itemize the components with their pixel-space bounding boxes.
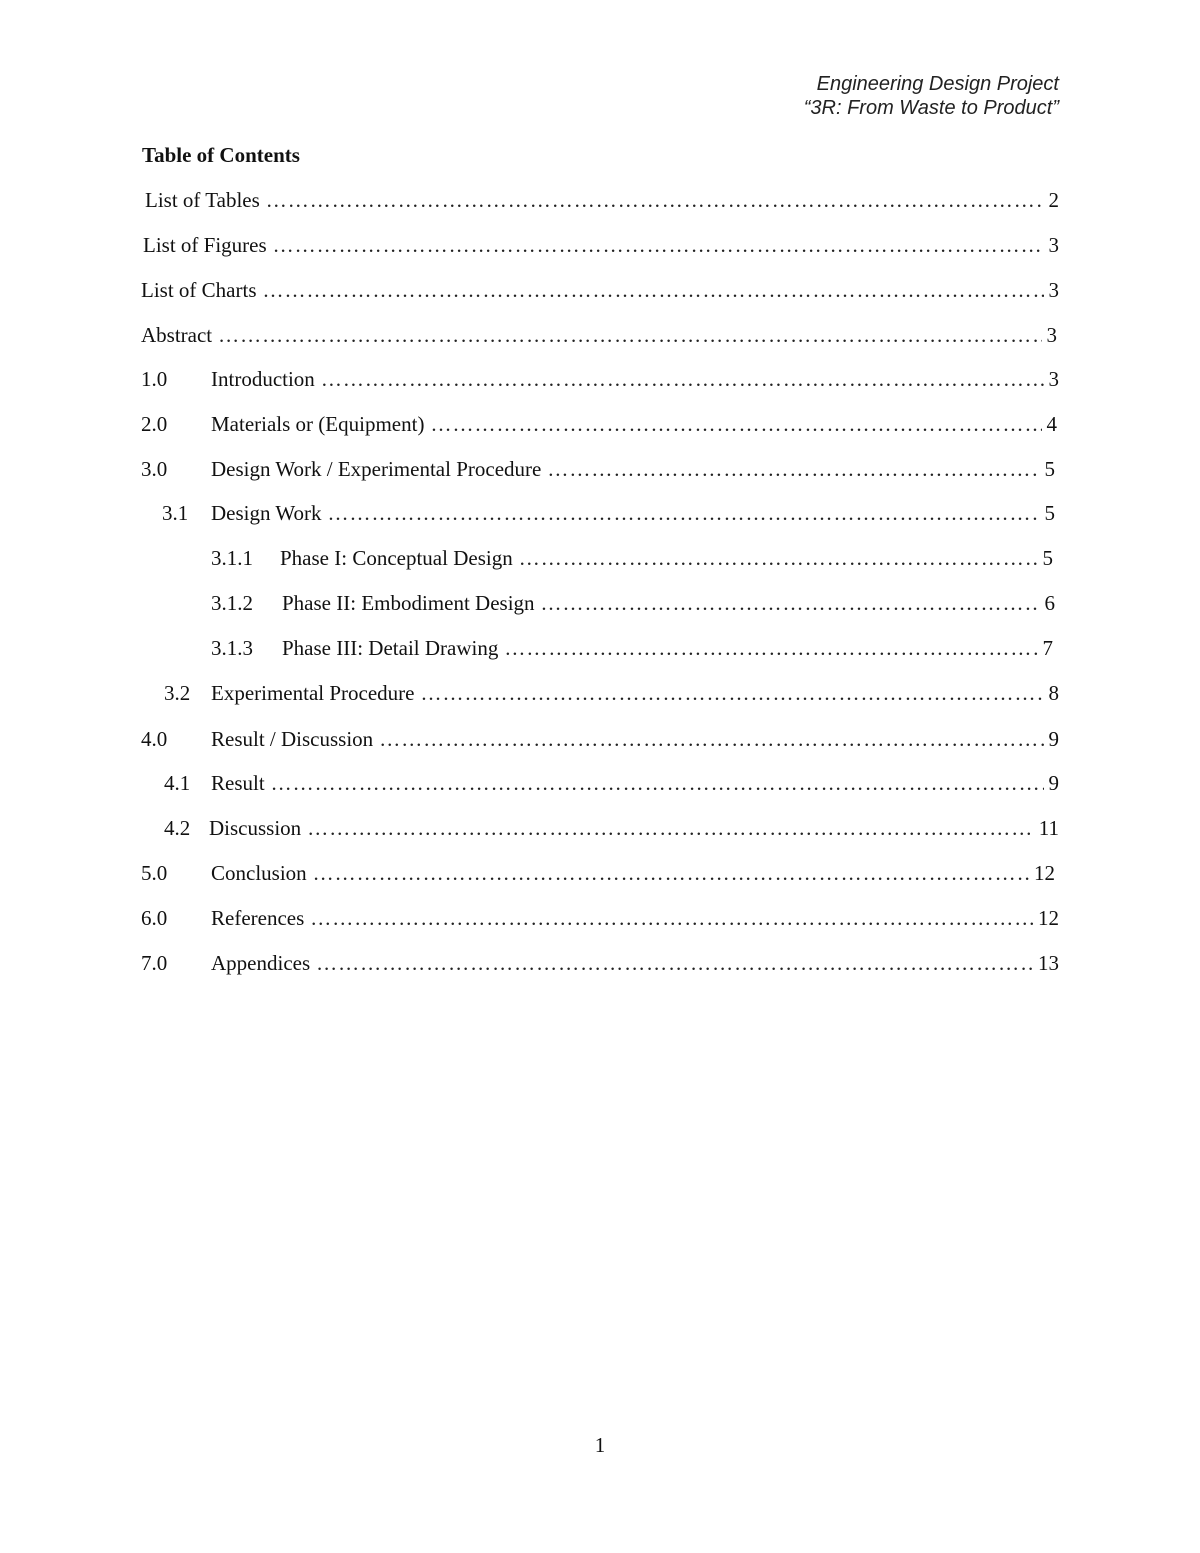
- toc-dot-leader: [541, 589, 1040, 617]
- toc-entry-page: 6: [1044, 591, 1055, 615]
- toc-entry-number: 3.1.1: [211, 546, 253, 570]
- toc-entry-page: 9: [1048, 727, 1059, 751]
- toc-dot-leader: [504, 634, 1037, 662]
- toc-entry-page: 3: [1048, 233, 1059, 257]
- toc-dot-leader: [547, 455, 1039, 483]
- toc-entry: [141, 455, 1055, 483]
- toc-dot-leader: [316, 949, 1033, 977]
- header-project-title: Engineering Design Project: [816, 73, 1059, 95]
- toc-entry: [141, 365, 1059, 393]
- toc-entry-page: 3: [1046, 323, 1057, 347]
- toc-entry: [141, 276, 1059, 304]
- toc-entry-label: List of Charts: [141, 278, 257, 302]
- toc-entry-page: 2: [1048, 188, 1059, 212]
- toc-entry-label: Result: [211, 771, 265, 795]
- toc-dot-leader: [321, 365, 1044, 393]
- toc-entry-page: 3: [1048, 367, 1059, 391]
- toc-dot-leader: [379, 725, 1043, 753]
- toc-dot-leader: [421, 679, 1044, 707]
- toc-entry-number: 2.0: [141, 412, 168, 436]
- toc-entry: [141, 410, 1057, 438]
- toc-entry-page: 5: [1044, 457, 1055, 481]
- toc-dot-leader: [218, 321, 1041, 349]
- toc-entry-page: 7: [1042, 636, 1053, 660]
- toc-entry: [145, 186, 1059, 214]
- toc-entry: [141, 949, 1059, 977]
- toc-entry-page: 13: [1038, 951, 1059, 975]
- toc-entry: [164, 679, 1059, 707]
- toc-entry-page: 4: [1046, 412, 1057, 436]
- toc-entry-number: 7.0: [141, 951, 168, 975]
- toc-entry-label: Appendices: [211, 951, 311, 975]
- toc-entry-page: 12: [1038, 906, 1059, 930]
- toc-entry-label: Discussion: [209, 816, 302, 840]
- toc-dot-leader: [328, 499, 1040, 527]
- toc-dot-leader: [266, 186, 1044, 214]
- toc-entry-page: 11: [1038, 816, 1059, 840]
- toc-entry-page: 5: [1044, 501, 1055, 525]
- toc-entry-label: Phase II: Embodiment Design: [282, 591, 535, 615]
- toc-entry-number: 3.1.3: [211, 636, 253, 660]
- toc-dot-leader: [519, 544, 1038, 572]
- page-number: 1: [594, 1433, 606, 1457]
- toc-entry-number: 5.0: [141, 861, 168, 885]
- toc-entry: [141, 859, 1055, 887]
- toc-entry-number: 4.1: [164, 771, 191, 795]
- toc-dot-leader: [313, 859, 1029, 887]
- toc-entry-page: 8: [1048, 681, 1059, 705]
- toc-entry: [164, 769, 1059, 797]
- toc-entry-page: 12: [1034, 861, 1055, 885]
- header-project-subtitle: “3R: From Waste to Product”: [803, 97, 1059, 119]
- toc-dot-leader: [310, 904, 1033, 932]
- toc-dot-leader: [430, 410, 1041, 438]
- toc-entry-label: References: [211, 906, 305, 930]
- toc-entry-label: Result / Discussion: [211, 727, 374, 751]
- toc-entry-number: 3.1.2: [211, 591, 253, 615]
- toc-entry: [143, 231, 1059, 259]
- toc-entry-label: Design Work: [211, 501, 322, 525]
- toc-entry-number: 1.0: [141, 367, 168, 391]
- toc-entry-number: 4.0: [141, 727, 168, 751]
- toc-entry: [162, 499, 1055, 527]
- toc-entry-page: 3: [1048, 278, 1059, 302]
- toc-dot-leader: [263, 276, 1044, 304]
- toc-title: Table of Contents: [142, 143, 300, 167]
- toc-entry-number: 3.0: [141, 457, 168, 481]
- toc-entry: [141, 321, 1057, 349]
- toc-dot-leader: [273, 231, 1044, 259]
- toc-entry-label: List of Tables: [145, 188, 260, 212]
- toc-entry-page: 9: [1048, 771, 1059, 795]
- toc-entry: [211, 544, 1053, 572]
- toc-entry-page: 5: [1042, 546, 1053, 570]
- toc-dot-leader: [307, 814, 1034, 842]
- toc-entry-number: 4.2: [164, 816, 191, 840]
- toc-entry-number: 6.0: [141, 906, 168, 930]
- toc-entry-number: 3.1: [162, 501, 189, 525]
- toc-entry: [211, 634, 1053, 662]
- toc-entry: [164, 814, 1059, 842]
- toc-entry: [141, 904, 1059, 932]
- toc-entry: [141, 725, 1059, 753]
- toc-entry-label: Conclusion: [211, 861, 307, 885]
- toc-entry-label: Abstract: [141, 323, 213, 347]
- toc-entry-label: List of Figures: [143, 233, 267, 257]
- toc-entry-label: Materials or (Equipment): [211, 412, 425, 436]
- toc-entry-label: Design Work / Experimental Procedure: [211, 457, 542, 481]
- toc-entry-label: Phase III: Detail Drawing: [282, 636, 499, 660]
- toc-entry-label: Phase I: Conceptual Design: [280, 546, 513, 570]
- toc-entry-number: 3.2: [164, 681, 191, 705]
- toc-entry-label: Introduction: [211, 367, 315, 391]
- toc-dot-leader: [271, 769, 1044, 797]
- toc-entry: [211, 589, 1055, 617]
- toc-entry-label: Experimental Procedure: [211, 681, 415, 705]
